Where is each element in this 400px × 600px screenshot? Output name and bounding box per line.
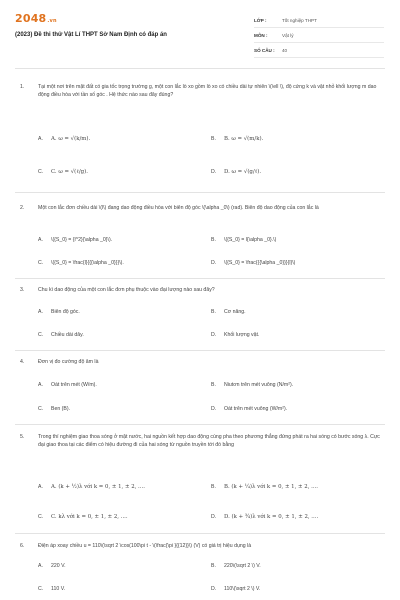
- question-stem: Trong thí nghiệm giao thoa sóng ở mặt nước, hai nguồn kết hợp dao động cùng pha theo phương thẳng đứng phát ra hai sóng có bước sóng λ. Cực đại giao thoa tại các điểm có hiệu đường đi của hai sóng từ nguồn truyền tới đó bằng: [38, 434, 380, 448]
- option-letter: D.: [211, 406, 217, 412]
- question-stem: Chu kì dao động của một con lắc đơn phụ thuộc vào đại lượng nào sau đây?: [38, 287, 215, 293]
- option-d[interactable]: [211, 331, 259, 339]
- option-text: 220\(\sqrt 2 \) V.: [224, 563, 261, 569]
- question-stem: Điện áp xoay chiều u = 110\(\sqrt 2 \cos(100\pi t - \(\frac{\pi }{{12}}\) (V) có giá trị hiệu dụng là: [38, 543, 252, 549]
- option-letter: A.: [38, 563, 43, 569]
- option-text: A. ω = √(k/m).: [51, 136, 91, 142]
- option-text: \({S_0} = \frac{l}{{{\alpha _0}}}\).: [51, 260, 124, 266]
- option-text: \({S_0} = \frac{{{\alpha _0}}}{l}\): [224, 260, 296, 266]
- meta-value: 40: [282, 47, 288, 53]
- option-a[interactable]: [38, 236, 112, 244]
- option-text: 110 V.: [51, 586, 66, 592]
- option-letter: A.: [38, 309, 43, 315]
- meta-value: Vật lý: [282, 32, 294, 38]
- option-text: Cơ năng.: [224, 309, 246, 315]
- meta-count: [254, 43, 384, 58]
- option-letter: B.: [211, 309, 216, 315]
- option-d[interactable]: [211, 405, 287, 413]
- question-stem: Tại một nơi trên mặt đất có gia tốc trọng trường g, một con lắc lò xo gồm lò xo có chiều dài tự nhiên \(\ell \), độ cứng k và vật nhỏ khối lượng m dao động điều hòa với tần số góc . Hệ thức nào sau đây đúng?: [38, 84, 377, 98]
- option-text: Oát trên mét vuông (W/m²).: [224, 406, 288, 412]
- option-text: 220 V.: [51, 563, 66, 569]
- site-logo[interactable]: 2048.vn: [15, 12, 57, 25]
- exam-meta: [254, 13, 384, 58]
- option-text: C. ω = √(ℓ/g).: [51, 169, 88, 175]
- meta-subject: [254, 28, 384, 43]
- option-a[interactable]: [38, 381, 97, 389]
- question-number: 3.: [20, 287, 25, 293]
- question-stem: Một con lắc đơn chiều dài \(l\) đang dao động điều hòa với biên độ góc \(\alpha _0\) (rad). Biên độ dao động của con lắc là: [38, 205, 319, 211]
- option-letter: C.: [38, 514, 44, 520]
- meta-key: SỐ CÂU :: [254, 47, 275, 53]
- option-text: B. ω = √(m/k).: [224, 136, 264, 142]
- question-stem: Đơn vị đo cường độ âm là: [38, 359, 99, 365]
- meta-value: Tốt nghiệp THPT: [282, 17, 317, 23]
- option-b[interactable]: [211, 483, 318, 491]
- question-number: 6.: [20, 543, 25, 549]
- question-1: [20, 83, 382, 113]
- divider: [15, 192, 385, 193]
- option-a[interactable]: [38, 562, 66, 570]
- option-a[interactable]: [38, 135, 90, 143]
- option-text: D. ω = √(g/ℓ).: [224, 169, 262, 175]
- option-c[interactable]: [38, 168, 88, 176]
- option-letter: B.: [211, 136, 216, 142]
- question-3: [20, 286, 382, 296]
- option-letter: D.: [211, 260, 217, 266]
- divider: [15, 424, 385, 425]
- option-letter: A.: [38, 382, 43, 388]
- option-letter: D.: [211, 514, 217, 520]
- option-letter: B.: [211, 237, 216, 243]
- option-text: Khối lượng vật.: [224, 332, 260, 338]
- option-letter: A.: [38, 484, 43, 490]
- option-text: 110\(\sqrt 2 \) V.: [224, 586, 261, 592]
- question-number: 4.: [20, 359, 25, 365]
- option-c[interactable]: [38, 513, 128, 521]
- option-d[interactable]: [211, 585, 260, 593]
- question-number: 1.: [20, 84, 25, 90]
- option-text: D. (k + ¾)λ với k = 0, ± 1, ± 2, ....: [224, 514, 319, 520]
- option-b[interactable]: [211, 381, 293, 389]
- option-b[interactable]: [211, 308, 246, 316]
- option-letter: D.: [211, 169, 217, 175]
- meta-class: [254, 13, 384, 28]
- option-d[interactable]: [211, 168, 261, 176]
- option-c[interactable]: [38, 331, 84, 339]
- option-text: Biên độ góc.: [51, 309, 80, 315]
- option-a[interactable]: [38, 308, 80, 316]
- question-number: 5.: [20, 434, 25, 440]
- option-b[interactable]: [211, 562, 261, 570]
- option-text: A. (k + ½)λ với k = 0, ± 1, ± 2, ....: [51, 484, 145, 490]
- question-4: [20, 358, 382, 368]
- option-b[interactable]: [211, 236, 276, 244]
- option-a[interactable]: [38, 483, 145, 491]
- option-letter: C.: [38, 406, 44, 412]
- option-c[interactable]: [38, 259, 124, 267]
- option-text: \({S_0} = l{\alpha _0}.\): [224, 237, 277, 243]
- option-text: Oát trên mét (W/m).: [51, 382, 97, 388]
- meta-key: MÔN :: [254, 32, 268, 38]
- option-letter: C.: [38, 169, 44, 175]
- option-text: B. (k + ¼)λ với k = 0, ± 1, ± 2, ....: [224, 484, 318, 490]
- meta-key: LỚP :: [254, 17, 267, 23]
- option-text: Ben (B).: [51, 406, 71, 412]
- question-number: 2.: [20, 205, 25, 211]
- option-letter: B.: [211, 382, 216, 388]
- option-d[interactable]: [211, 259, 295, 267]
- exam-title: (2023) Đề thi thử Vật Lí THPT Sở Nam Định có đáp án: [15, 32, 167, 38]
- option-letter: B.: [211, 563, 216, 569]
- question-5: [20, 433, 382, 463]
- divider: [15, 533, 385, 534]
- divider: [15, 278, 385, 279]
- option-letter: C.: [38, 260, 44, 266]
- option-text: \({S_0} = {l^2}{\alpha _0}\).: [51, 237, 113, 243]
- question-6: [20, 542, 382, 552]
- option-text: Niutơn trên mét vuông (N/m²).: [224, 382, 294, 388]
- option-letter: A.: [38, 237, 43, 243]
- divider: [15, 68, 385, 69]
- option-letter: C.: [38, 332, 44, 338]
- question-2: [20, 204, 382, 224]
- divider: [15, 350, 385, 351]
- option-letter: D.: [211, 586, 217, 592]
- option-letter: C.: [38, 586, 44, 592]
- option-letter: D.: [211, 332, 217, 338]
- option-c[interactable]: [38, 405, 70, 413]
- option-letter: B.: [211, 484, 216, 490]
- option-c[interactable]: [38, 585, 65, 593]
- option-text: C. kλ với k = 0, ± 1, ± 2, ....: [51, 514, 128, 520]
- option-letter: A.: [38, 136, 43, 142]
- option-d[interactable]: [211, 513, 318, 521]
- option-text: Chiều dài dây.: [51, 332, 84, 338]
- option-b[interactable]: [211, 135, 263, 143]
